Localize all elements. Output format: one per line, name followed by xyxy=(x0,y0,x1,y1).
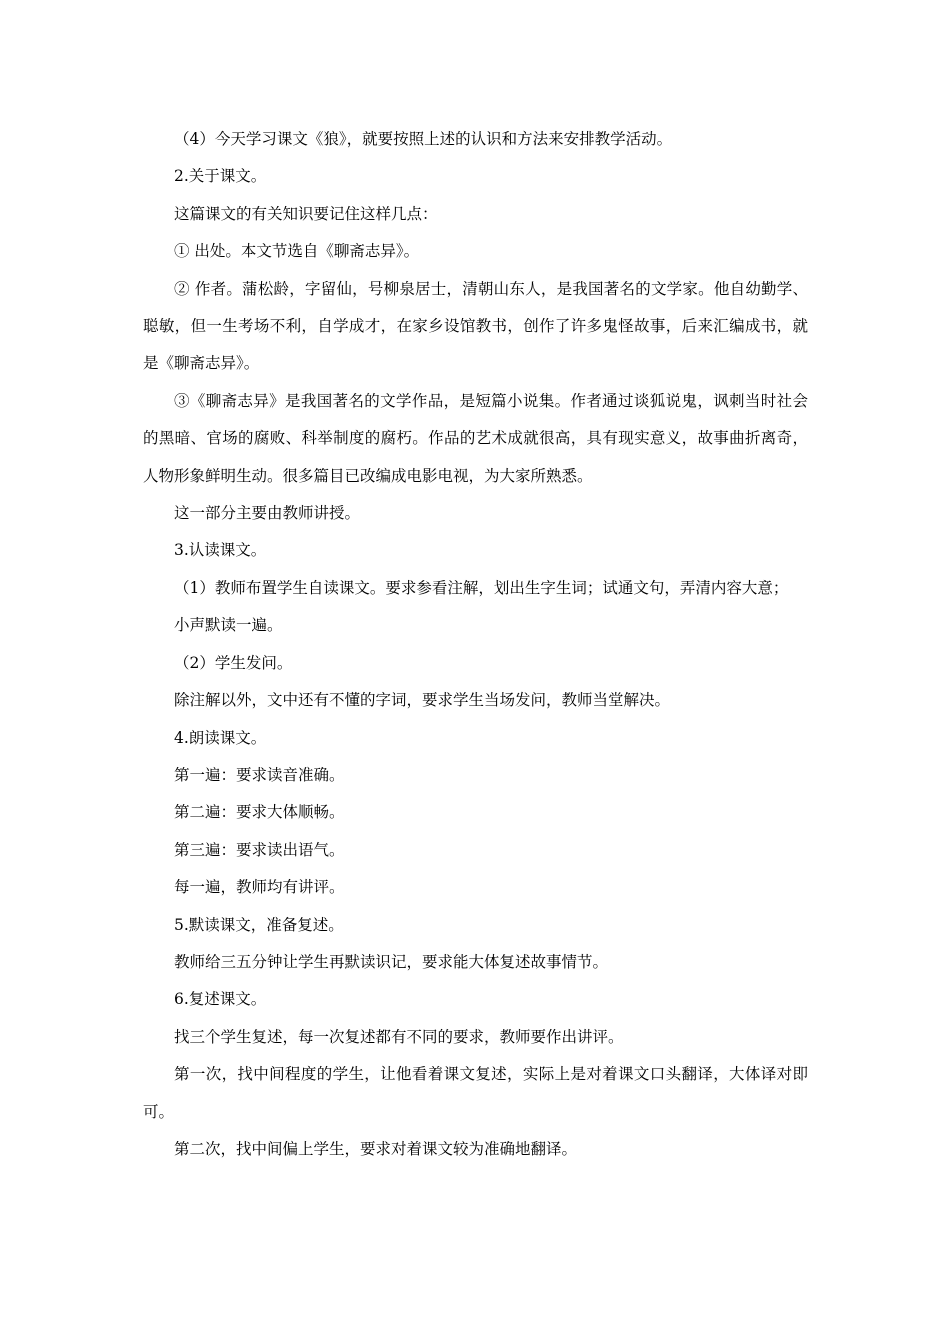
list-item: ② 作者。蒲松龄，字留仙，号柳泉居士，清朝山东人，是我国著名的文学家。他自幼勤学、聪敏，但一生考场不利，自学成才，在家乡设馆教书，创作了许多鬼怪故事，后来汇编成书，就是《聊斋志异》。 xyxy=(143,279,808,373)
section-heading: 3.认读课文。 xyxy=(174,541,267,560)
paragraph: （2）学生发问。 xyxy=(174,653,293,672)
section-heading: 4.朗读课文。 xyxy=(174,728,267,747)
paragraph: 找三个学生复述，每一次复述都有不同的要求，教师要作出讲评。 xyxy=(174,1027,624,1046)
section-heading: 2.关于课文。 xyxy=(174,167,267,186)
paragraph: 这一部分主要由教师讲授。 xyxy=(174,504,361,523)
list-item: ① 出处。本文节选自《聊斋志异》。 xyxy=(174,242,420,261)
paragraph: 第二次，找中间偏上学生，要求对着课文较为准确地翻译。 xyxy=(174,1139,578,1158)
paragraph: 小声默读一遍。 xyxy=(174,616,283,635)
paragraph: 教师给三五分钟让学生再默读识记，要求能大体复述故事情节。 xyxy=(174,952,609,971)
paragraph: 第三遍：要求读出语气。 xyxy=(174,840,345,859)
paragraph: 第一次，找中间程度的学生，让他看着课文复述，实际上是对着课文口头翻译，大体译对即可。 xyxy=(143,1065,808,1121)
paragraph: 第一遍：要求读音准确。 xyxy=(174,765,345,784)
paragraph: （1）教师布置学生自读课文。要求参看注解，划出生字生词；试通文句，弄清内容大意； xyxy=(174,578,789,597)
paragraph: 第二遍：要求大体顺畅。 xyxy=(174,803,345,822)
section-heading: 5.默读课文，准备复述。 xyxy=(174,915,344,934)
paragraph: 这篇课文的有关知识要记住这样几点： xyxy=(174,204,438,223)
paragraph: （4）今天学习课文《狼》，就要按照上述的认识和方法来安排教学活动。 xyxy=(174,130,673,148)
paragraph: 除注解以外，文中还有不懂的字词，要求学生当场发问，教师当堂解决。 xyxy=(174,691,671,710)
list-item: ③《聊斋志异》是我国著名的文学作品，是短篇小说集。作者通过谈狐说鬼，讽刺当时社会的黑暗、官场的腐败、科举制度的腐朽。作品的艺术成就很高，具有现实意义，故事曲折离奇，人物形象鲜明生动。很多篇目已改编成电影电视，为大家所熟悉。 xyxy=(143,391,808,485)
document-body xyxy=(143,121,808,1168)
paragraph: 每一遍，教师均有讲评。 xyxy=(174,878,345,897)
section-heading: 6.复述课文。 xyxy=(174,990,267,1009)
